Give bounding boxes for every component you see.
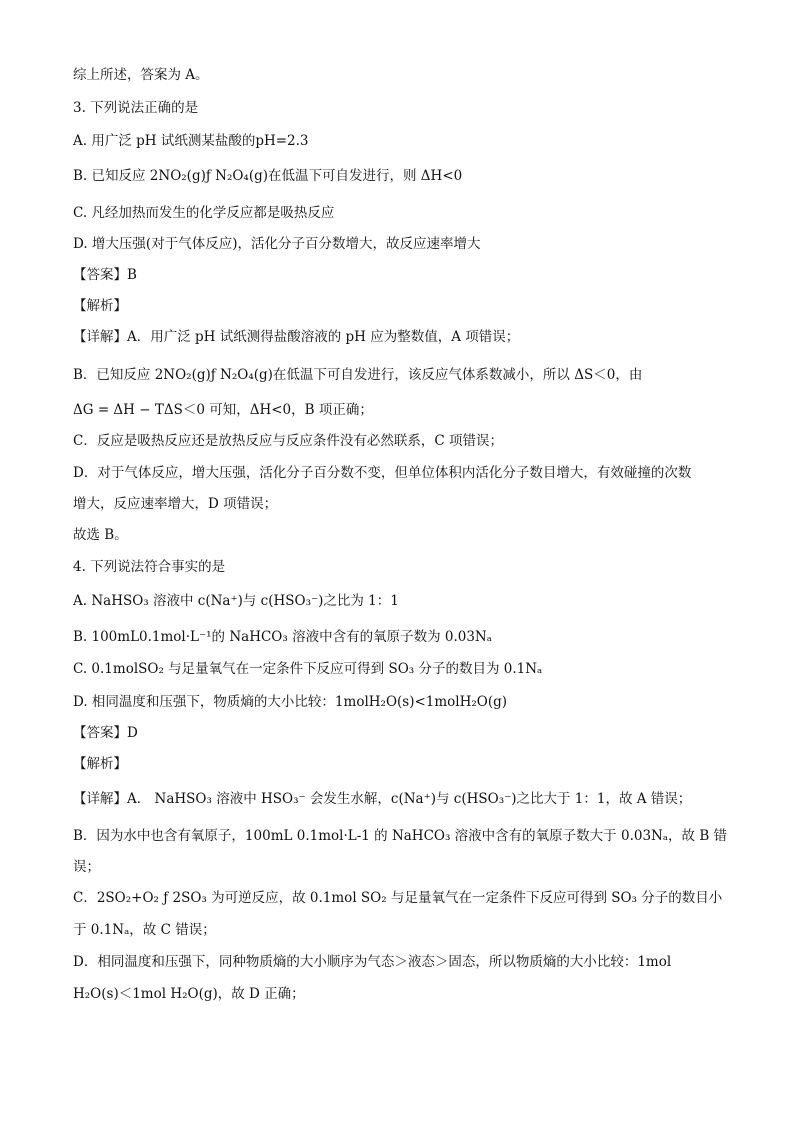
explanation-line: 【详解】A． NaHSO₃ 溶液中 HSO₃⁻ 会发生水解，c(Na⁺)与 c(HSO₃⁻)之比大于 1：1，故 A 错误； [73,791,692,807]
explanation-line: 故选 B。 [73,527,128,543]
explanation-line: 增大，反应速率增大，D 项错误； [73,496,278,512]
option-c: C. 0.1molSO₂ 与足量氧气在一定条件下反应可得到 SO₃ 分子的数目为 0.1Nₐ [73,661,543,677]
question-3-title: 3. 下列说法正确的是 [73,100,199,116]
explanation-line: ΔG = ΔH − TΔS＜0 可知，ΔH<0，B 项正确； [73,402,373,418]
option-b: B. 100mL0.1mol·L⁻¹的 NaHCO₃ 溶液中含有的氧原子数为 0.03Nₐ [73,629,492,645]
option-a: A. 用广泛 pH 试纸测某盐酸的pH=2.3 [73,133,309,149]
option-b: B. 已知反应 2NO₂(g)ƒ N₂O₄(g)在低温下可自发进行，则 ΔH<0 [73,168,463,184]
analysis-label: 【解析】 [73,298,127,314]
option-c: C. 凡经加热而发生的化学反应都是吸热反应 [73,205,335,221]
answer-label: 【答案】B [73,267,137,283]
explanation-line: D．对于气体反应，增大压强，活化分子百分数不变，但单位体积内活化分子数目增大，有效碰撞的次数 [73,465,692,481]
explanation-line: 误； [73,859,100,875]
explanation-line: B．已知反应 2NO₂(g)ƒ N₂O₄(g)在低温下可自发进行，该反应气体系数减小，所以 ΔS＜0，由 [73,367,643,383]
explanation-line: B．因为水中也含有氧原子，100mL 0.1mol·L-1 的 NaHCO₃ 溶液中含有的氧原子数大于 0.03Nₐ，故 B 错 [73,828,728,844]
option-a: A. NaHSO₃ 溶液中 c(Na⁺)与 c(HSO₃⁻)之比为 1：1 [73,593,399,609]
option-d: D. 增大压强(对于气体反应)，活化分子百分数增大，故反应速率增大 [73,236,481,252]
explanation-line: H₂O(s)＜1mol H₂O(g)，故 D 正确； [73,986,305,1002]
explanation-line: 于 0.1Nₐ，故 C 错误； [73,922,216,938]
explanation-line: D．相同温度和压强下，同种物质熵的大小顺序为气态＞液态＞固态，所以物质熵的大小比较：1mol [73,954,672,970]
question-4-title: 4. 下列说法符合事实的是 [73,559,226,575]
explanation-line: C．2SO₂+O₂ ƒ 2SO₃ 为可逆反应，故 0.1mol SO₂ 与足量氧气在一定条件下反应可得到 SO₃ 分子的数目小 [73,890,723,906]
explanation-line: C．反应是吸热反应还是放热反应与反应条件没有必然联系，C 项错误； [73,433,503,449]
text-line: 综上所述，答案为 A。 [73,67,209,83]
answer-label: 【答案】D [73,725,138,741]
analysis-label: 【解析】 [73,756,127,772]
option-d: D. 相同温度和压强下，物质熵的大小比较：1molH₂O(s)<1molH₂O(g) [73,694,508,710]
explanation-line: 【详解】A．用广泛 pH 试纸测得盐酸溶液的 pH 应为整数值，A 项错误； [73,329,520,345]
